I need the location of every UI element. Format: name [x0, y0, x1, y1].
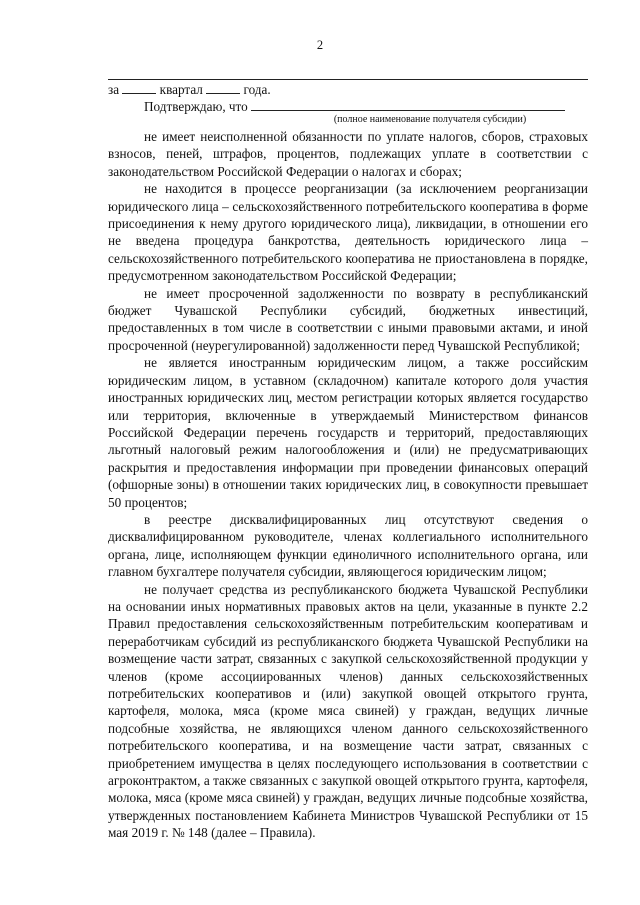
paragraph-tax-obligations: не имеет неисполненной обязанности по уплате налогов, сборов, страховых взносов, пеней, штрафов, процентов, подлежащих уплате в соответствии с законодательством Российской Федерации о налогах и сборах; — [108, 129, 588, 179]
year-blank — [206, 82, 240, 94]
recipient-caption: (полное наименование получателя субсидии) — [333, 114, 527, 125]
quarter-number-blank — [122, 82, 156, 94]
paragraph-reorganization: не находится в процессе реорганизации (за исключением реорганизации юридического лица – сельскохозяйственного потребительского кооператива в форме присоединения к нему другого юридического лица), ликвидации, в отношении его не введена процедура банкротства, деятельность юридического лица – сельскохозяйственного потребительского кооператива не приостановлена в порядке, предусмотренном законодательством Российской Федерации; — [108, 181, 588, 284]
page-number: 2 — [316, 38, 324, 52]
period-prefix: за — [108, 82, 120, 97]
paragraph-foreign-entity: не является иностранным юридическим лицом, а также российским юридическим лицом, в уставном (складочном) капитале которого доля участия иностранных юридических лиц, местом регистрации которых является государство или территория, включенные в утверждаемый Министерством финансов Российской Федерации перечень государств и территорий, предоставляющих льготный налоговый режим налогообложения и (или) не предусматривающих раскрытия и предоставления информации при проведении финансовых операций (офшорные зоны) в отношении таких юридических лиц, в совокупности превышает 50 процентов; — [108, 355, 588, 510]
period-year-word: года. — [243, 82, 271, 97]
body-text — [108, 128, 588, 842]
period-line — [108, 82, 588, 98]
recipient-name-blank — [251, 99, 565, 111]
confirm-line — [108, 99, 588, 115]
period-quarter-word: квартал — [159, 82, 203, 97]
paragraph-other-funds: не получает средства из республиканского бюджета Чувашской Республики на основании иных нормативных правовых актов на цели, указанные в пункте 2.2 Правил предоставления сельскохозяйственным потребительским кооперативам и переработчикам субсидий из республиканского бюджета Чувашской Республики на возмещение части затрат, связанных с закупкой сельскохозяйственной продукции у членов (кроме ассоциированных членов) данных сельскохозяйственных потребительских кооперативов и (или) закупкой овощей открытого грунта, картофеля, молока, мяса (кроме мяса свиней) у граждан, ведущих личные подсобные хозяйства, не являющихся членом данного сельскохозяйственного потребительского кооператива, и на возмещение части затрат, связанных с приобретением имущества в целях последующего использования в соответствии с агроконтрактом, а также связанных с закупкой овощей открытого грунта, картофеля, молока, мяса (кроме мяса свиней) у граждан, ведущих личные подсобные хозяйства, утвержденных постановлением Кабинета Министров Чувашской Республики от 15 мая 2019 г. № 148 (далее – Правила). — [108, 581, 588, 841]
confirm-label: Подтверждаю, что — [144, 99, 248, 114]
header-rule — [108, 79, 588, 80]
paragraph-overdue-debt: не имеет просроченной задолженности по возврату в республиканский бюджет Чувашской Республики субсидий, бюджетных инвестиций, предоставленных в том числе в соответствии с иными правовыми актами, и иной просроченной (неурегулированной) задолженности перед Чувашской Республикой; — [108, 285, 588, 353]
paragraph-disqualified-persons: в реестре дисквалифицированных лиц отсутствуют сведения о дисквалифицированном руководителе, членах коллегиального исполнительного органа, лице, исполняющем функции единоличного исполнительного органа, или главном бухгалтере получателя субсидии, являющегося юридическим лицом; — [108, 511, 588, 580]
